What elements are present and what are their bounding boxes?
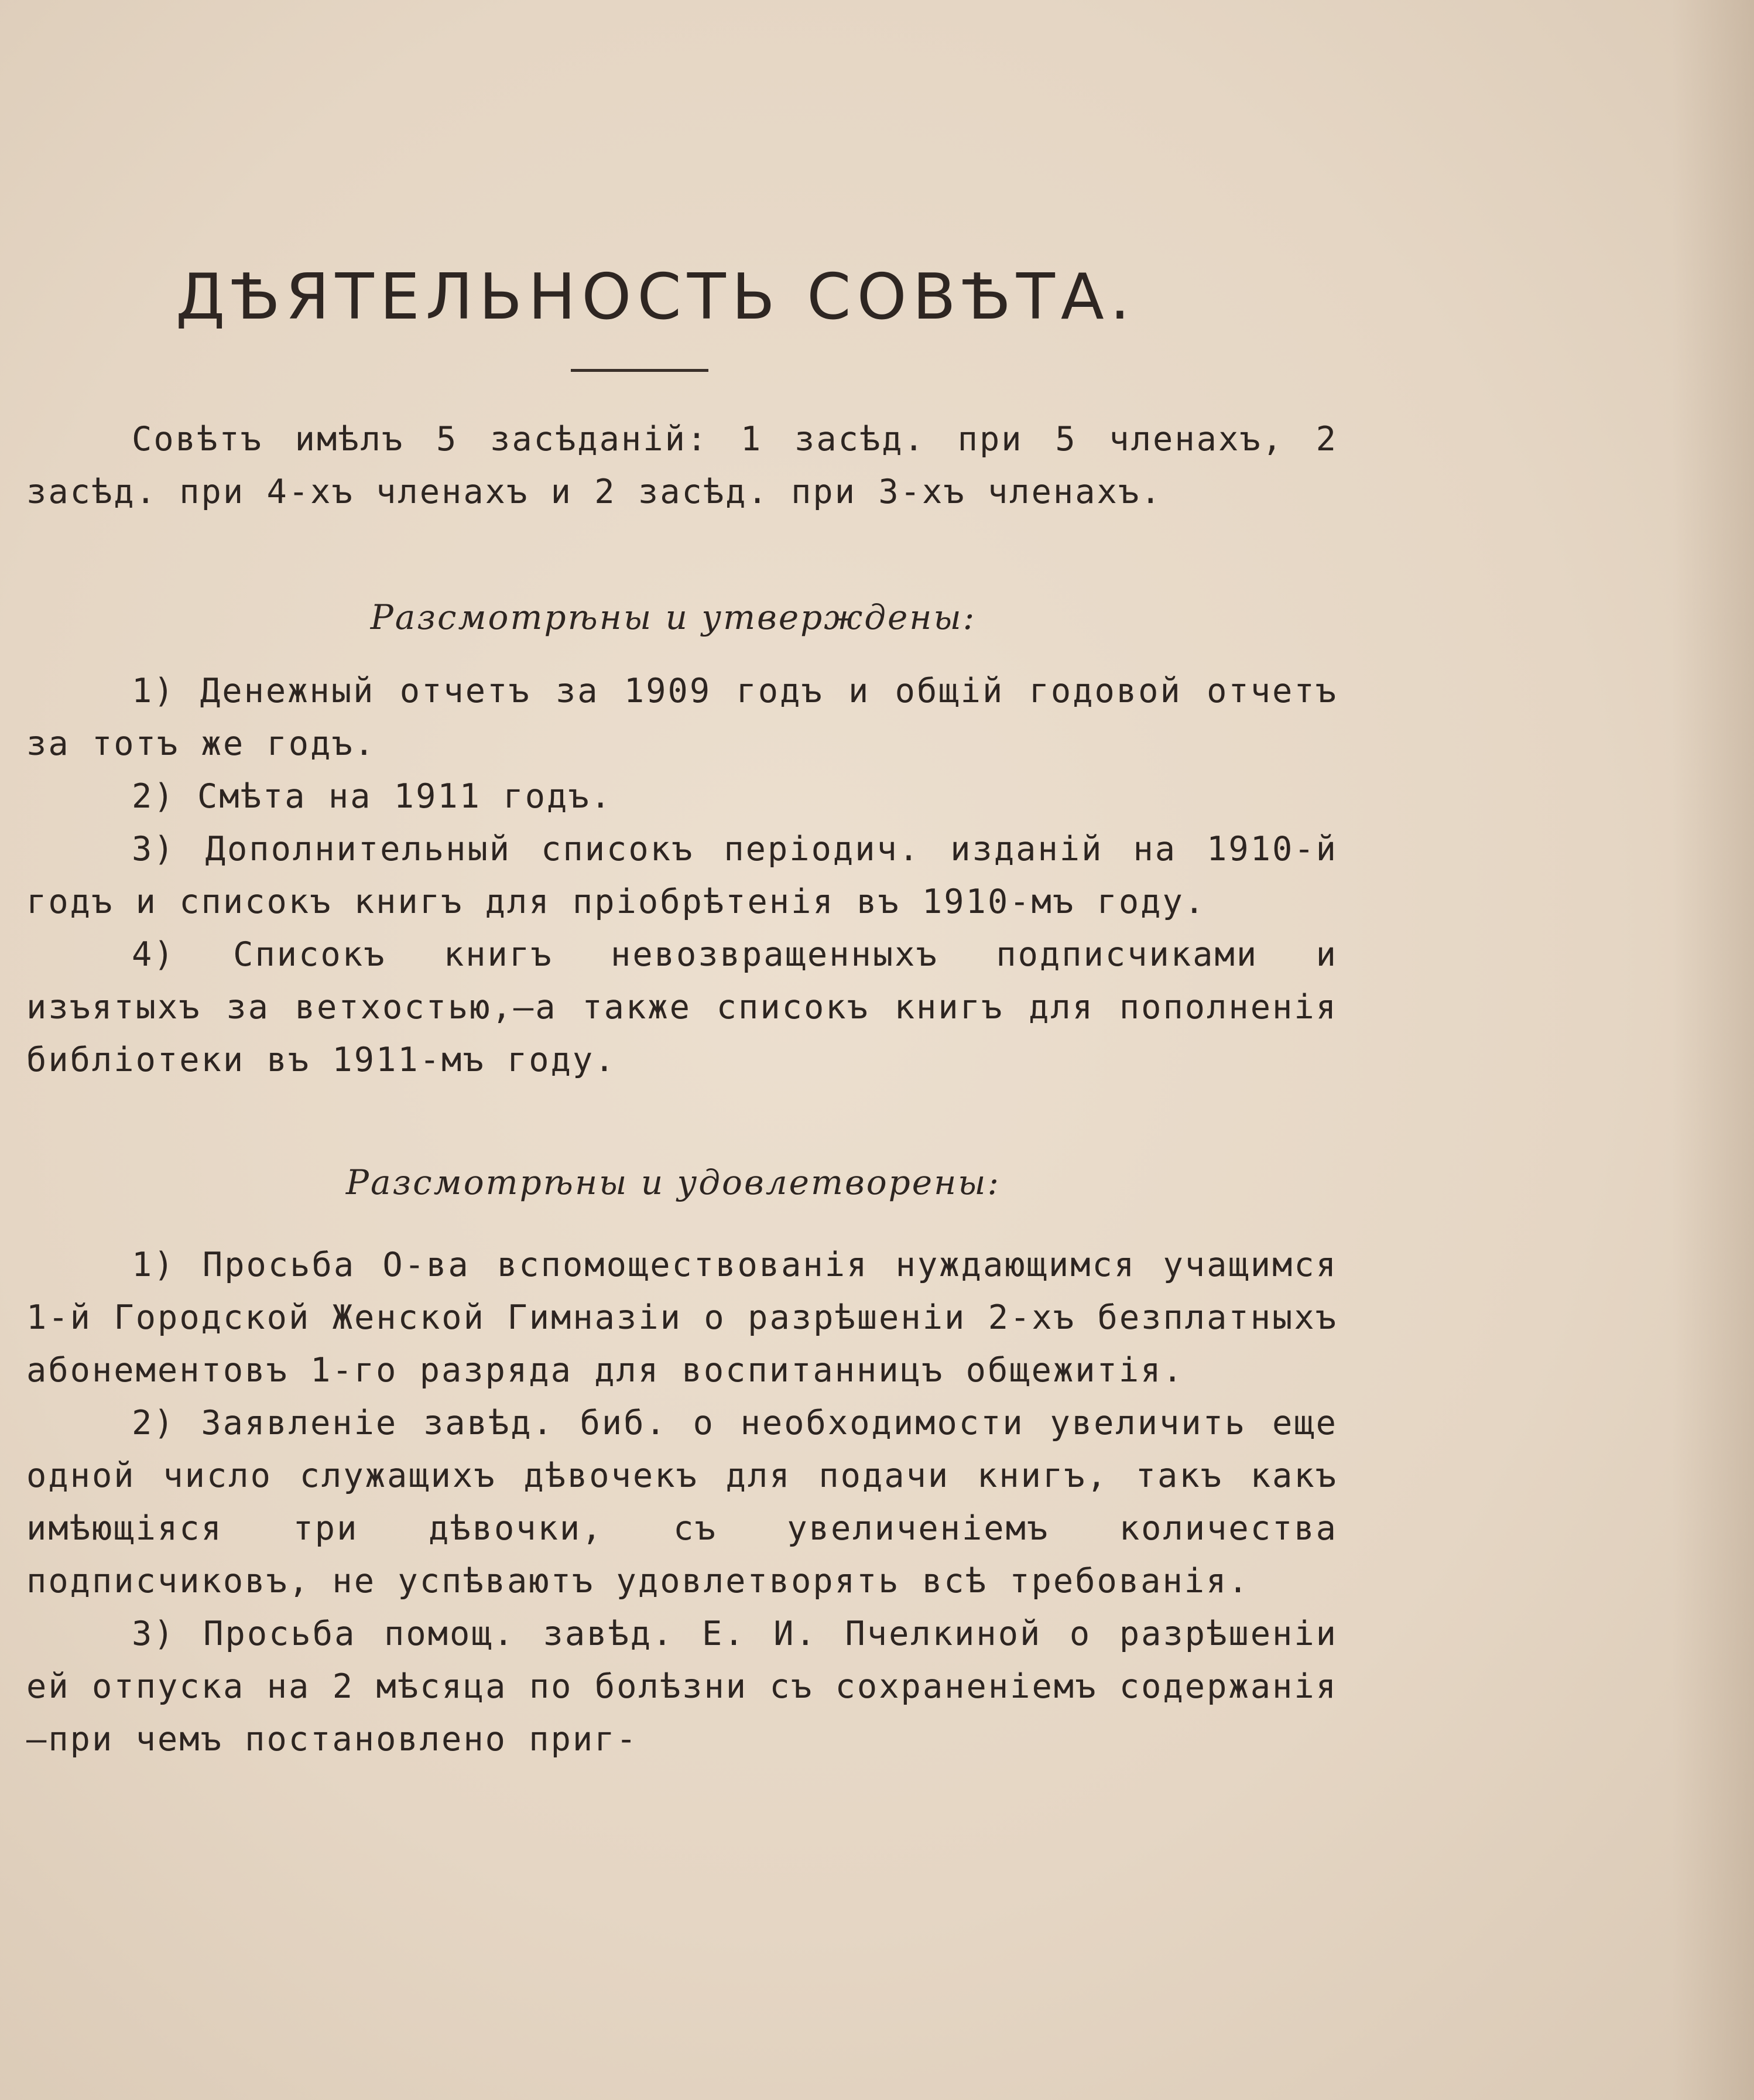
section-heading-granted: Разсмотрѣны и удовлетворены: (345, 1162, 1001, 1202)
list-item: 3) Дополнительный списокъ періодич. изданій на 1910-й годъ и списокъ книгъ для пріобрѣтенія въ 1910-мъ году. (26, 830, 1338, 921)
list-item: 2) Заявленіе завѣд. биб. о необходимости увеличить еще одной число служащихъ дѣвочекъ для подачи книгъ, такъ какъ имѣющіяся три дѣвочки, съ увеличеніемъ количества подписчиковъ, не успѣваютъ удовлетворять всѣ требованія. (26, 1404, 1338, 1600)
intro-text: Совѣтъ имѣлъ 5 засѣданій: 1 засѣд. при 5 членахъ, 2 засѣд. при 4-хъ членахъ и 2 засѣд. при 3-хъ членахъ. (26, 420, 1338, 511)
list-item: 3) Просьба помощ. завѣд. Е. И. Пчелкиной о разрѣшеніи ей отпуска на 2 мѣсяца по болѣзни съ сохраненіемъ содержанія—при чемъ постановлено приг- (26, 1615, 1338, 1759)
approved-list (26, 665, 1338, 1086)
title-underline (571, 369, 708, 372)
granted-list (26, 1239, 1338, 1766)
intro-paragraph (26, 413, 1338, 518)
list-item: 2) Смѣта на 1911 годъ. (132, 777, 612, 816)
list-item: 4) Списокъ книгъ невозвращенныхъ подписчиками и изъятыхъ за ветхостью,—а также списокъ книгъ для пополненія библіотеки въ 1911-мъ году. (26, 935, 1338, 1079)
section-heading-approved: Разсмотрѣны и утверждены: (370, 597, 977, 637)
page-title: ДѢЯТЕЛЬНОСТЬ СОВѢТА. (176, 261, 1136, 334)
page-edge-shadow (1672, 0, 1754, 2100)
list-item: 1) Просьба О-ва вспомоществованія нуждающимся учащимся 1-й Городской Женской Гимназіи о разрѣшеніи 2-хъ безплатныхъ абонементовъ 1-го разряда для воспитанницъ общежитія. (26, 1246, 1338, 1390)
list-item: 1) Денежный отчетъ за 1909 годъ и общій годовой отчетъ за тотъ же годъ. (26, 672, 1338, 763)
